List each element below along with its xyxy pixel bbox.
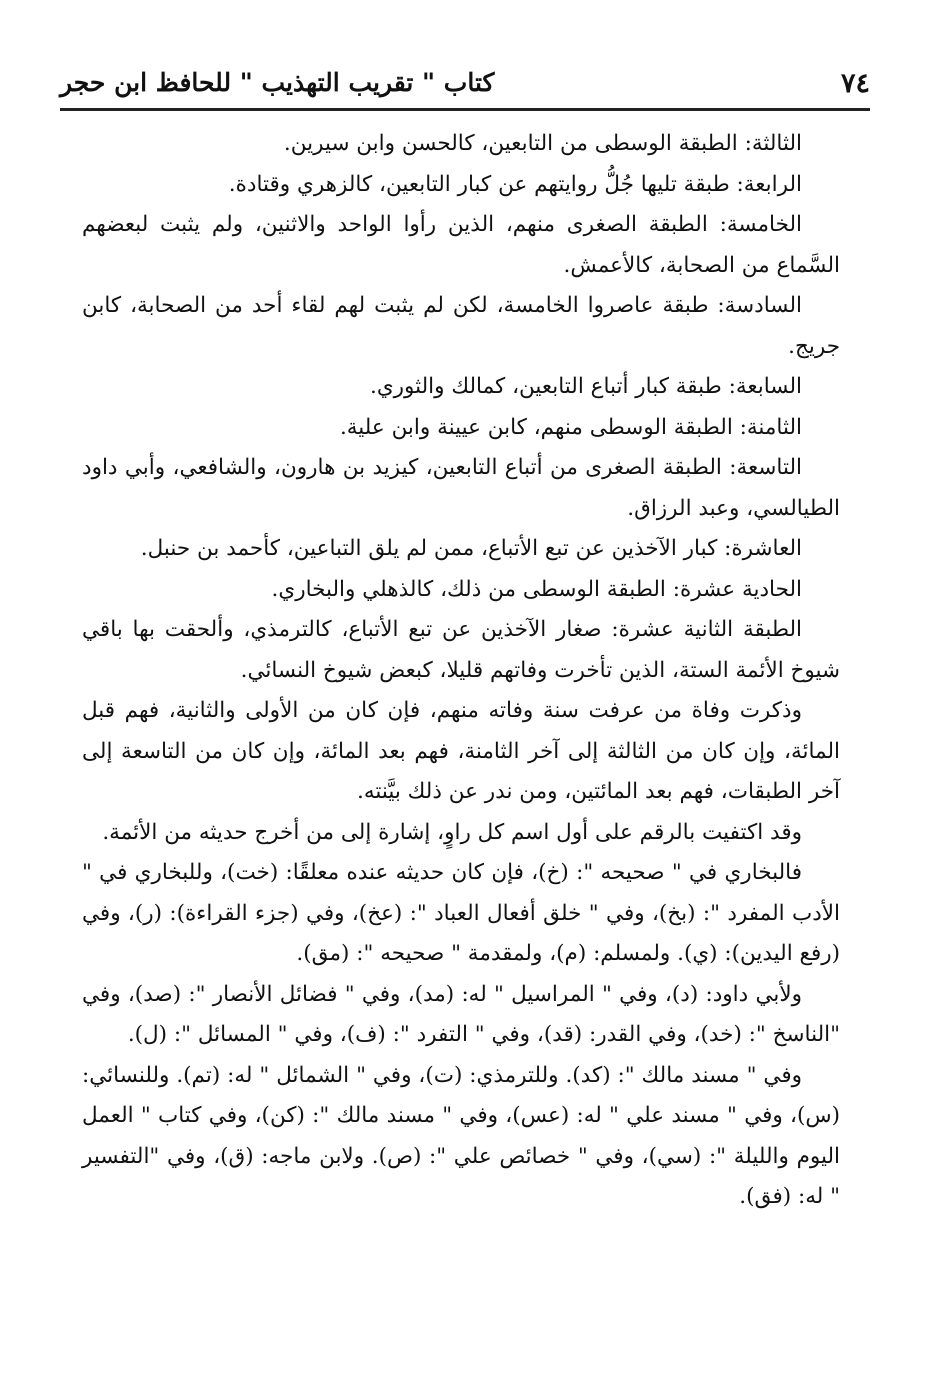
paragraph-tirmidhi-nasai-ibnmajah-symbols: وفي " مسند مالك ": (كد). وللترمذي: (ت)، وفي " الشمائل " له: (تم). وللنسائي: (س)، وفي " مسند علي " له: (عس)، وفي " مسند مالك ": (كن)، وفي كتاب " العمل اليوم والليلة ": (سي)، وفي " خصائص علي ": (ص). ولابن ماجه: (ق)، وفي "التفسير " له: (فق).: [82, 1062, 840, 1209]
page-header: [60, 58, 870, 108]
paragraph-abu-dawud-symbols: ولأبي داود: (د)، وفي " المراسيل " له: (مد)، وفي " فضائل الأنصار ": (صد)، وفي "الناسخ ": (خد)، وفي القدر: (قد)، وفي " التفرد ": (ف)، وفي " المسائل ": (ل).: [82, 981, 840, 1047]
header-rule: [60, 108, 870, 111]
paragraph-tabaqa-9: التاسعة: الطبقة الصغرى من أتباع التابعين، كيزيد بن هارون، والشافعي، وأبي داود الطيالسي، وعبد الرزاق.: [82, 455, 840, 521]
paragraph-tabaqa-4: الرابعة: طبقة تليها جُلُّ روايتهم عن كبار التابعين، كالزهري وقتادة.: [228, 171, 802, 197]
paragraph-tabaqa-12: الطبقة الثانية عشرة: صغار الآخذين عن تبع الأتباع، كالترمذي، وألحقت بها باقي شيوخ الأئمة الستة، الذين تأخرت وفاتهم قليلا، كبعض شيوخ النسائي.: [82, 617, 840, 683]
running-title: كتاب " تقريب التهذيب " للحافظ ابن حجر: [60, 68, 495, 97]
paragraph-tabaqa-6: السادسة: طبقة عاصروا الخامسة، لكن لم يثبت لهم لقاء أحد من الصحابة، كابن جريج.: [82, 293, 840, 359]
paragraph-death-dates: وذكرت وفاة من عرفت سنة وفاته منهم، فإن كان من الأولى والثانية، فهم قبل المائة، وإن كان من الثالثة إلى آخر الثامنة، فهم بعد المائة، وإن كان من التاسعة إلى آخر الطبقات، فهم بعد المائتين، ومن ندر عن ذلك بيَّنته.: [82, 698, 840, 804]
paragraph-tabaqa-3: الثالثة: الطبقة الوسطى من التابعين، كالحسن وابن سيرين.: [283, 131, 802, 156]
paragraph-tabaqa-11: الحادية عشرة: الطبقة الوسطى من ذلك، كالذهلي والبخاري.: [271, 576, 802, 602]
paragraph-tabaqa-5: الخامسة: الطبقة الصغرى منهم، الذين رأوا الواحد والاثنين، ولم يثبت لبعضهم السَّماع من الصحابة، كالأعمش.: [82, 212, 840, 278]
body-text: [82, 124, 840, 1218]
paragraph-tabaqa-8: الثامنة: الطبقة الوسطى منهم، كابن عيينة وابن علية.: [339, 414, 802, 440]
paragraph-tabaqa-7: السابعة: طبقة كبار أتباع التابعين، كمالك والثوري.: [369, 374, 802, 399]
page-number: ٧٤: [840, 68, 870, 99]
paragraph-bukhari-muslim-symbols: فالبخاري في " صحيحه ": (خ)، فإن كان حديثه عنده معلقًا: (خت)، وللبخاري في " الأدب المفرد ": (بخ)، وفي " خلق أفعال العباد ": (عخ)، وفي (جزء القراءة): (ر)، وفي (رفع اليدين): (ي). ولمسلم: (م)، ولمقدمة " صحيحه ": (مق).: [82, 860, 840, 966]
paragraph-symbols-intro: وقد اكتفيت بالرقم على أول اسم كل راوٍ، إشارة إلى من أخرج حديثه من الأئمة.: [102, 819, 802, 845]
paragraph-tabaqa-10: العاشرة: كبار الآخذين عن تبع الأتباع، ممن لم يلق التباعين، كأحمد بن حنبل.: [140, 536, 802, 561]
